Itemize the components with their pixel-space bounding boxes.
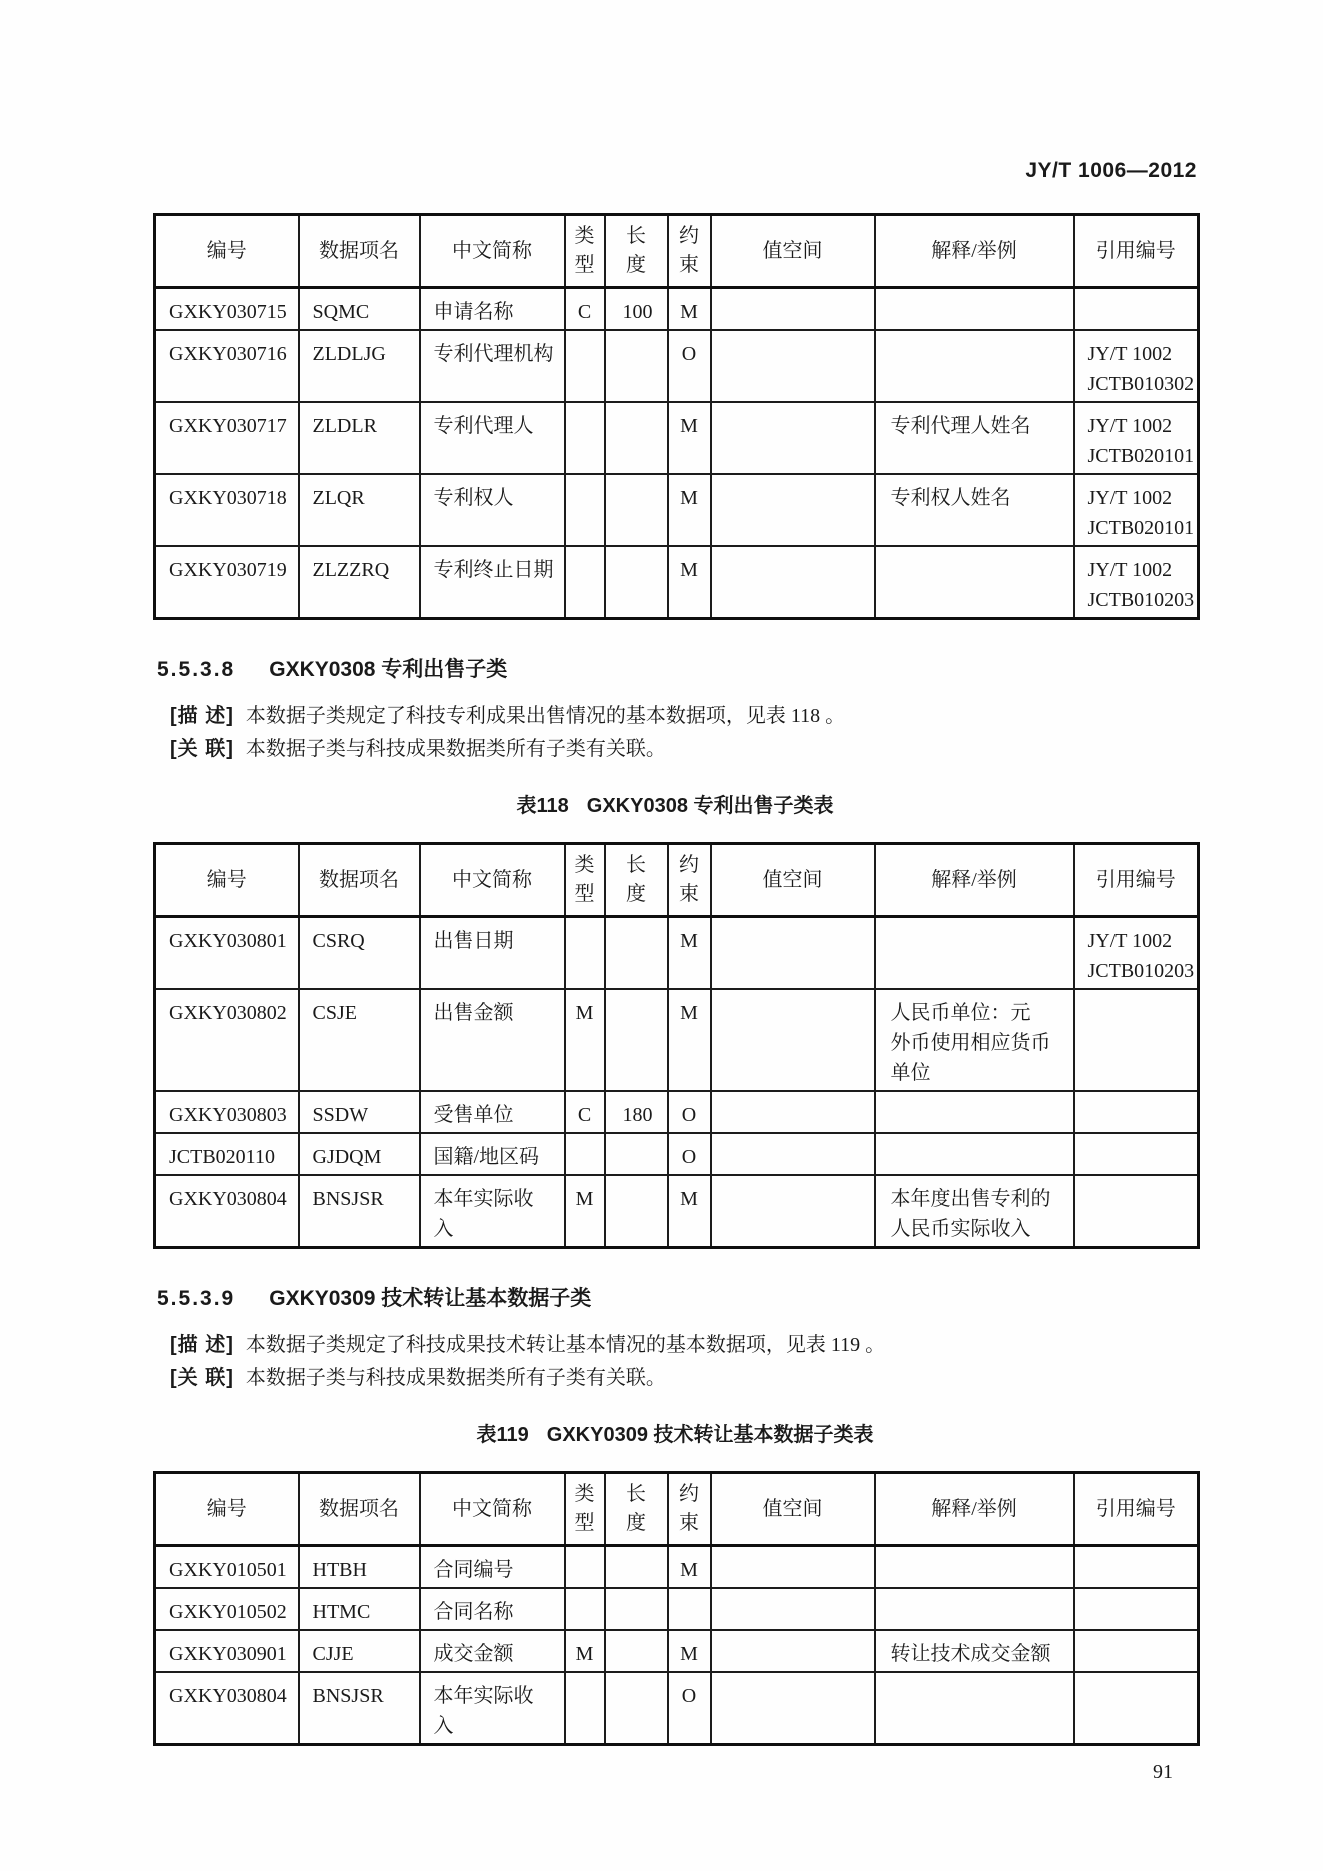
cell-id: GXKY030801: [155, 917, 299, 990]
cell-cn-name: 专利代理机构: [420, 330, 565, 402]
cell-item-name: SSDW: [299, 1091, 420, 1133]
table-row: [155, 1546, 1199, 1589]
cell-id: GXKY010501: [155, 1546, 299, 1589]
relation-text: 本数据子类与科技成果数据类所有子类有关联。: [245, 738, 666, 760]
cell-id: GXKY030718: [155, 474, 299, 546]
column-header-reference: 引用编号: [1074, 844, 1199, 917]
cell-value-space: [711, 1133, 875, 1175]
cell-explanation: [875, 1546, 1074, 1589]
cell-id: GXKY030719: [155, 546, 299, 619]
cell-id: GXKY030802: [155, 989, 299, 1091]
cell-value-space: [711, 1091, 875, 1133]
cell-cn-name: 出售金额: [420, 989, 565, 1091]
caption-number: 表119: [476, 1424, 529, 1446]
column-header-cn-name: 中文简称: [420, 844, 565, 917]
cell-item-name: HTBH: [299, 1546, 420, 1589]
section-title: GXKY0309 技术转让基本数据子类: [269, 1287, 592, 1310]
cell-constraint: M: [668, 474, 711, 546]
cell-item-name: ZLDLR: [299, 402, 420, 474]
cell-cn-name: 合同名称: [420, 1588, 565, 1630]
cell-item-name: GJDQM: [299, 1133, 420, 1175]
cell-item-name: CSRQ: [299, 917, 420, 990]
cell-reference: [1074, 288, 1199, 331]
cell-id: GXKY010502: [155, 1588, 299, 1630]
doc-number: JY/T 1006—2012: [1025, 159, 1197, 182]
table-caption-119: [153, 1421, 1197, 1449]
column-header-value-space: 值空间: [711, 215, 875, 288]
cell-length: 180: [605, 1091, 668, 1133]
column-header-item-name: 数据项名: [299, 844, 420, 917]
column-header-type: 类 型: [565, 1473, 605, 1546]
cell-cn-name: 成交金额: [420, 1630, 565, 1672]
cell-length: [605, 1630, 668, 1672]
cell-type: [565, 1588, 605, 1630]
cell-value-space: [711, 1588, 875, 1630]
caption-number: 表118: [516, 795, 569, 817]
cell-type: [565, 474, 605, 546]
section-title: GXKY0308 专利出售子类: [269, 658, 508, 681]
column-header-explanation: 解释/举例: [875, 1473, 1074, 1546]
cell-item-name: CJJE: [299, 1630, 420, 1672]
cell-item-name: ZLDLJG: [299, 330, 420, 402]
section-number: 5.5.3.8: [157, 658, 236, 681]
cell-constraint: M: [668, 402, 711, 474]
cell-value-space: [711, 1175, 875, 1248]
cell-type: C: [565, 1091, 605, 1133]
cell-value-space: [711, 474, 875, 546]
cell-constraint: M: [668, 546, 711, 619]
cell-reference: [1074, 1546, 1199, 1589]
cell-type: M: [565, 989, 605, 1091]
cell-length: 100: [605, 288, 668, 331]
cell-explanation: [875, 1672, 1074, 1745]
relation-line: [170, 1362, 1197, 1395]
cell-explanation: [875, 330, 1074, 402]
table-row: [155, 1630, 1199, 1672]
description-line: [170, 700, 1197, 733]
cell-explanation: [875, 1133, 1074, 1175]
cell-type: [565, 402, 605, 474]
column-header-type: 类 型: [565, 215, 605, 288]
table-header-row: [155, 215, 1199, 288]
column-header-cn-name: 中文简称: [420, 1473, 565, 1546]
page-number: 91: [1153, 1761, 1173, 1783]
cell-type: C: [565, 288, 605, 331]
cell-type: [565, 917, 605, 990]
cell-value-space: [711, 330, 875, 402]
cell-id: GXKY030803: [155, 1091, 299, 1133]
table-row: [155, 1672, 1199, 1745]
cell-explanation: [875, 917, 1074, 990]
cell-length: [605, 1672, 668, 1745]
cell-id: GXKY030804: [155, 1175, 299, 1248]
cell-length: [605, 989, 668, 1091]
description-label: [描 述]: [170, 1334, 234, 1356]
section-description-5538: [170, 700, 1197, 766]
column-header-item-name: 数据项名: [299, 215, 420, 288]
document-page: [153, 0, 1197, 1782]
cell-id: GXKY030717: [155, 402, 299, 474]
column-header-value-space: 值空间: [711, 1473, 875, 1546]
cell-item-name: BNSJSR: [299, 1672, 420, 1745]
column-header-id: 编号: [155, 844, 299, 917]
table-row: [155, 917, 1199, 990]
cell-reference: [1074, 1133, 1199, 1175]
cell-reference: [1074, 1091, 1199, 1133]
cell-reference: JY/T 1002 JCTB010302: [1074, 330, 1199, 402]
cell-explanation: [875, 1588, 1074, 1630]
cell-item-name: ZLZZRQ: [299, 546, 420, 619]
table-row: [155, 546, 1199, 619]
table-119-tech-transfer: [153, 1471, 1200, 1746]
cell-cn-name: 国籍/地区码: [420, 1133, 565, 1175]
description-line: [170, 1329, 1197, 1362]
cell-cn-name: 受售单位: [420, 1091, 565, 1133]
table-row: [155, 288, 1199, 331]
table-row: [155, 1588, 1199, 1630]
cell-item-name: ZLQR: [299, 474, 420, 546]
column-header-type: 类 型: [565, 844, 605, 917]
column-header-constraint: 约 束: [668, 1473, 711, 1546]
cell-explanation: 人民币单位：元 外币使用相应货币 单位: [875, 989, 1074, 1091]
cell-reference: JY/T 1002 JCTB020101: [1074, 474, 1199, 546]
section-heading-5-5-3-8: [157, 658, 1197, 682]
cell-type: [565, 1133, 605, 1175]
cell-cn-name: 合同编号: [420, 1546, 565, 1589]
cell-explanation: 专利代理人姓名: [875, 402, 1074, 474]
cell-value-space: [711, 546, 875, 619]
cell-value-space: [711, 402, 875, 474]
cell-reference: [1074, 1672, 1199, 1745]
column-header-cn-name: 中文简称: [420, 215, 565, 288]
cell-item-name: CSJE: [299, 989, 420, 1091]
table-patent-data-continued: [153, 213, 1200, 620]
section-description-5539: [170, 1329, 1197, 1395]
column-header-reference: 引用编号: [1074, 215, 1199, 288]
cell-length: [605, 1175, 668, 1248]
cell-value-space: [711, 1546, 875, 1589]
column-header-item-name: 数据项名: [299, 1473, 420, 1546]
cell-type: [565, 1672, 605, 1745]
table-header-row: [155, 1473, 1199, 1546]
cell-type: [565, 1546, 605, 1589]
cell-value-space: [711, 917, 875, 990]
cell-constraint: O: [668, 1091, 711, 1133]
cell-id: GXKY030716: [155, 330, 299, 402]
description-text: 本数据子类规定了科技专利成果出售情况的基本数据项，见表 118 。: [245, 705, 846, 727]
column-header-id: 编号: [155, 215, 299, 288]
cell-length: [605, 1546, 668, 1589]
cell-value-space: [711, 288, 875, 331]
cell-reference: JY/T 1002 JCTB010203: [1074, 546, 1199, 619]
description-text: 本数据子类规定了科技成果技术转让基本情况的基本数据项，见表 119 。: [245, 1334, 886, 1356]
cell-constraint: O: [668, 330, 711, 402]
cell-item-name: HTMC: [299, 1588, 420, 1630]
cell-value-space: [711, 1672, 875, 1745]
cell-explanation: 转让技术成交金额: [875, 1630, 1074, 1672]
cell-item-name: SQMC: [299, 288, 420, 331]
column-header-length: 长 度: [605, 844, 668, 917]
section-number: 5.5.3.9: [157, 1287, 236, 1310]
cell-explanation: [875, 1091, 1074, 1133]
relation-text: 本数据子类与科技成果数据类所有子类有关联。: [245, 1367, 666, 1389]
cell-item-name: BNSJSR: [299, 1175, 420, 1248]
cell-cn-name: 出售日期: [420, 917, 565, 990]
column-header-length: 长 度: [605, 1473, 668, 1546]
table-row: [155, 989, 1199, 1091]
cell-length: [605, 546, 668, 619]
cell-constraint: M: [668, 288, 711, 331]
cell-reference: [1074, 1588, 1199, 1630]
cell-constraint: O: [668, 1672, 711, 1745]
cell-type: [565, 330, 605, 402]
cell-value-space: [711, 989, 875, 1091]
cell-length: [605, 474, 668, 546]
table-row: [155, 1133, 1199, 1175]
cell-explanation: 专利权人姓名: [875, 474, 1074, 546]
column-header-explanation: 解释/举例: [875, 844, 1074, 917]
column-header-reference: 引用编号: [1074, 1473, 1199, 1546]
cell-constraint: M: [668, 1175, 711, 1248]
cell-cn-name: 专利终止日期: [420, 546, 565, 619]
cell-cn-name: 专利代理人: [420, 402, 565, 474]
table-header-row: [155, 844, 1199, 917]
cell-reference: [1074, 1630, 1199, 1672]
table-row: [155, 1091, 1199, 1133]
cell-constraint: M: [668, 917, 711, 990]
cell-length: [605, 1133, 668, 1175]
cell-length: [605, 917, 668, 990]
cell-cn-name: 专利权人: [420, 474, 565, 546]
cell-constraint: M: [668, 1546, 711, 1589]
cell-cn-name: 本年实际收 入: [420, 1672, 565, 1745]
relation-label: [关 联]: [170, 1367, 234, 1389]
cell-constraint: O: [668, 1133, 711, 1175]
cell-cn-name: 申请名称: [420, 288, 565, 331]
cell-length: [605, 1588, 668, 1630]
column-header-id: 编号: [155, 1473, 299, 1546]
cell-reference: [1074, 989, 1199, 1091]
cell-id: GXKY030901: [155, 1630, 299, 1672]
column-header-constraint: 约 束: [668, 215, 711, 288]
table-row: [155, 330, 1199, 402]
cell-constraint: M: [668, 1630, 711, 1672]
cell-explanation: [875, 288, 1074, 331]
table-row: [155, 402, 1199, 474]
description-label: [描 述]: [170, 705, 234, 727]
cell-length: [605, 330, 668, 402]
cell-id: GXKY030804: [155, 1672, 299, 1745]
table-row: [155, 474, 1199, 546]
cell-type: [565, 546, 605, 619]
cell-cn-name: 本年实际收 入: [420, 1175, 565, 1248]
cell-explanation: [875, 546, 1074, 619]
relation-line: [170, 733, 1197, 766]
section-heading-5-5-3-9: [157, 1287, 1197, 1311]
cell-type: M: [565, 1630, 605, 1672]
cell-explanation: 本年度出售专利的 人民币实际收入: [875, 1175, 1074, 1248]
cell-length: [605, 402, 668, 474]
caption-title: GXKY0309 技术转让基本数据子类表: [546, 1424, 874, 1446]
cell-constraint: [668, 1588, 711, 1630]
cell-reference: [1074, 1175, 1199, 1248]
table-118-patent-sale: [153, 842, 1200, 1249]
caption-title: GXKY0308 专利出售子类表: [586, 795, 834, 817]
table-caption-118: [153, 792, 1197, 820]
relation-label: [关 联]: [170, 738, 234, 760]
cell-value-space: [711, 1630, 875, 1672]
table-row: [155, 1175, 1199, 1248]
cell-id: GXKY030715: [155, 288, 299, 331]
column-header-value-space: 值空间: [711, 844, 875, 917]
cell-type: M: [565, 1175, 605, 1248]
column-header-length: 长 度: [605, 215, 668, 288]
column-header-explanation: 解释/举例: [875, 215, 1074, 288]
column-header-constraint: 约 束: [668, 844, 711, 917]
cell-reference: JY/T 1002 JCTB020101: [1074, 402, 1199, 474]
cell-constraint: M: [668, 989, 711, 1091]
cell-reference: JY/T 1002 JCTB010203: [1074, 917, 1199, 990]
cell-id: JCTB020110: [155, 1133, 299, 1175]
